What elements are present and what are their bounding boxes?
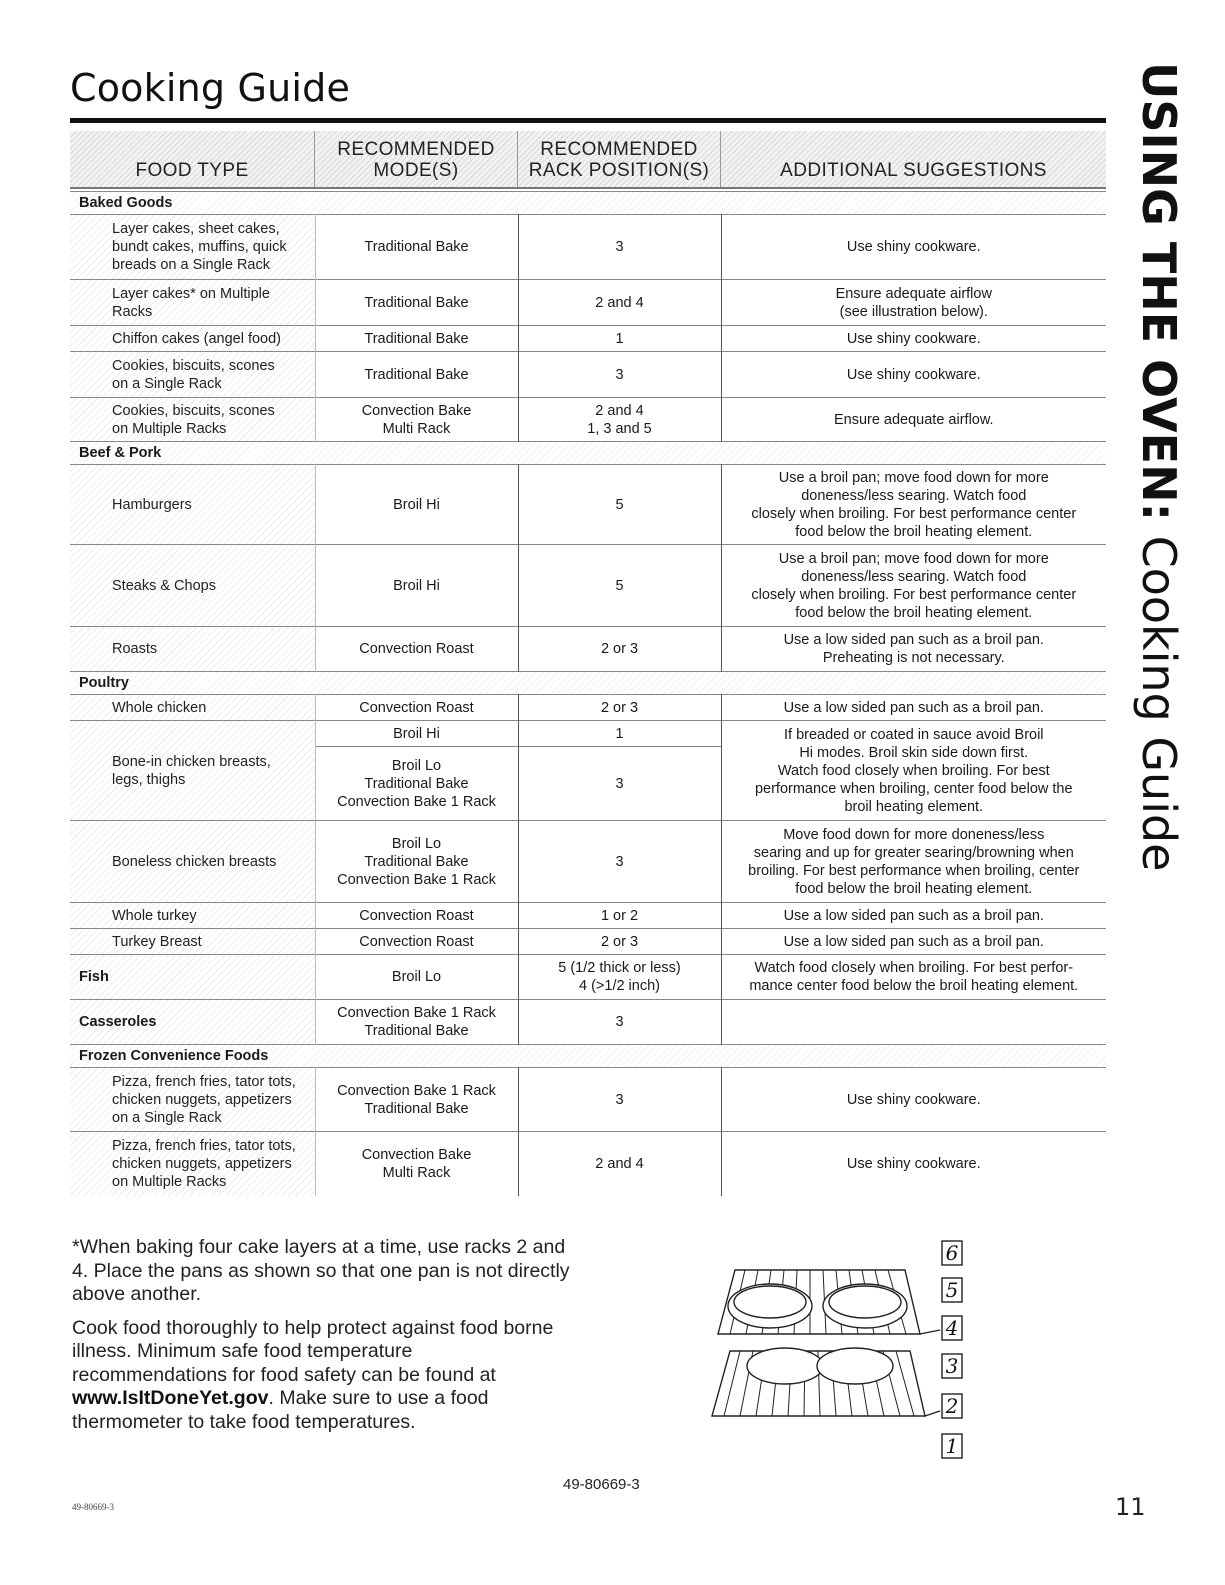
food-cell <box>70 215 315 280</box>
tip-cell <box>721 695 1106 721</box>
cell-line: Boneless chicken breasts <box>112 853 277 870</box>
cell-line: Watch food closely when broiling. For best <box>777 762 1050 779</box>
mode-cell <box>315 929 518 955</box>
cell-line: 3 <box>615 853 624 870</box>
mode-cell <box>315 955 518 1000</box>
cell-line: 3 <box>615 366 624 383</box>
mode-cell <box>315 821 518 903</box>
table-row <box>70 352 1106 398</box>
mode-cell <box>315 747 518 821</box>
cell-line: 5 <box>615 496 624 513</box>
cell-line: Chiffon cakes (angel food) <box>112 330 282 347</box>
category-casseroles: Casseroles <box>70 1000 315 1045</box>
food-cell <box>70 545 315 627</box>
cell-line: 1 <box>615 725 624 742</box>
cell-line: Use shiny cookware. <box>846 366 981 383</box>
cell-line: Use shiny cookware. <box>846 1091 981 1108</box>
table-row <box>70 627 1106 672</box>
tip-cell <box>721 1000 1106 1045</box>
tip-cell <box>721 398 1106 442</box>
rack-label-4: 4 <box>945 1316 959 1340</box>
food-cell <box>70 695 315 721</box>
tip-cell <box>721 903 1106 929</box>
food-cell <box>70 465 315 545</box>
cell-line: bundt cakes, muffins, quick <box>112 239 287 255</box>
rack-cell <box>518 352 721 398</box>
cell-line: Turkey Breast <box>112 933 202 950</box>
rack-cell <box>518 821 721 903</box>
cell-line: Watch food closely when broiling. For best perfor- <box>754 960 1074 976</box>
tip-cell <box>721 1068 1106 1132</box>
side-tab-light: Cooking Guide <box>1132 520 1186 872</box>
rack-cell <box>518 1000 721 1045</box>
rack-label-5: 5 <box>945 1278 959 1302</box>
food-cell <box>70 929 315 955</box>
cell-line: broiling. For best performance when broiling, center <box>748 862 1080 879</box>
cell-line: 1 or 2 <box>600 907 639 924</box>
mode-cell <box>315 280 518 326</box>
rack-cell <box>518 627 721 672</box>
cell-line: on a Single Rack <box>112 1109 222 1126</box>
tip-cell <box>721 352 1106 398</box>
cell-line: closely when broiling. For best performance center <box>751 505 1077 522</box>
cell-line: Convection Bake 1 Rack <box>337 793 496 810</box>
tip-cell <box>721 280 1106 326</box>
title-rule <box>70 118 1106 123</box>
cell-line: Ensure adequate airflow <box>835 285 992 302</box>
cell-line: legs, thighs <box>112 771 186 788</box>
cell-line: 5 <box>615 577 624 594</box>
cell-line: Traditional Bake <box>364 330 469 347</box>
table-header <box>70 131 1106 189</box>
table-row <box>70 326 1106 352</box>
tip-cell <box>721 821 1106 903</box>
cell-line: 3 <box>615 1014 624 1030</box>
category-poultry: Poultry <box>70 672 1106 695</box>
cell-line: 2 and 4 <box>595 1155 644 1172</box>
mode-cell <box>315 1068 518 1132</box>
isitdoneyet-link[interactable]: www.IsItDoneYet.gov <box>72 1387 269 1409</box>
cell-line: Hamburgers <box>112 496 192 513</box>
category-baked-goods: Baked Goods <box>70 192 1106 215</box>
tip-cell <box>721 627 1106 672</box>
cell-line: Use shiny cookware. <box>846 239 981 255</box>
cell-line: closely when broiling. For best performance center <box>751 586 1077 603</box>
cell-line: doneness/less searing. Watch food <box>801 487 1027 504</box>
cell-line: Broil Lo <box>391 969 442 985</box>
cell-line: 2 or 3 <box>600 641 639 657</box>
cell-line: Use shiny cookware. <box>846 1155 981 1172</box>
cell-line: Traditional Bake <box>364 294 469 311</box>
cell-line: Use a broil pan; move food down for more <box>778 550 1049 567</box>
mode-cell <box>315 903 518 929</box>
cell-line: Move food down for more doneness/less <box>783 826 1045 843</box>
food-cell <box>70 821 315 903</box>
tip-cell <box>721 929 1106 955</box>
cell-line: Bone-in chicken breasts, <box>112 753 271 770</box>
cell-line: 3 <box>615 1091 624 1108</box>
cell-line: Convection Bake 1 Rack <box>337 871 496 888</box>
cell-line: performance when broiling, center food below the <box>754 780 1073 797</box>
mode-cell <box>315 465 518 545</box>
cell-line: Convection Bake <box>361 402 472 419</box>
page-title: Cooking Guide <box>70 66 351 110</box>
cell-line: 1, 3 and 5 <box>587 420 652 437</box>
cell-line: chicken nuggets, appetizers <box>112 1155 292 1172</box>
cell-line: 3 <box>615 239 624 255</box>
table-row <box>70 903 1106 929</box>
category-row <box>70 192 1106 215</box>
food-cell <box>70 903 315 929</box>
cell-line: Multi Rack <box>382 1164 451 1181</box>
tip-cell <box>721 1132 1106 1196</box>
cell-line: on Multiple Racks <box>112 420 227 437</box>
mode-cell <box>315 398 518 442</box>
small-document-code: 49-80669-3 <box>72 1502 114 1512</box>
cooking-guide-table <box>70 191 1106 1196</box>
cell-line: Layer cakes, sheet cakes, <box>112 221 280 237</box>
category-row <box>70 672 1106 695</box>
cell-line: mance center food below the broil heating element. <box>749 978 1079 994</box>
cell-line: broil heating element. <box>844 798 984 815</box>
cell-line: Traditional Bake <box>364 366 469 383</box>
table-row <box>70 545 1106 627</box>
rack-cell <box>518 326 721 352</box>
cell-line: Steaks & Chops <box>112 577 216 594</box>
tip-cell <box>721 326 1106 352</box>
cell-line: on a Single Rack <box>112 375 222 392</box>
cell-line: (see illustration below). <box>839 303 988 320</box>
tip-cell <box>721 215 1106 280</box>
cell-line: If breaded or coated in sauce avoid Broil <box>783 726 1044 743</box>
cell-line: chicken nuggets, appetizers <box>112 1091 292 1108</box>
cell-line: 2 or 3 <box>600 699 639 716</box>
mode-cell <box>315 1000 518 1045</box>
cell-line: food below the broil heating element. <box>795 604 1033 621</box>
tip-cell <box>721 721 1106 821</box>
cell-line: 2 or 3 <box>600 933 639 950</box>
cell-line: Pizza, french fries, tator tots, <box>112 1073 296 1090</box>
food-cell <box>70 1068 315 1132</box>
cell-line: doneness/less searing. Watch food <box>801 568 1027 585</box>
tip-cell <box>721 955 1106 1000</box>
rack-cell <box>518 545 721 627</box>
side-tab-bold: USING THE OVEN: <box>1132 62 1186 521</box>
cell-line: Use a low sided pan such as a broil pan. <box>783 933 1044 950</box>
cell-line: breads on a Single Rack <box>112 257 270 273</box>
cell-line: Use shiny cookware. <box>846 330 981 347</box>
cell-line: Whole turkey <box>112 907 197 924</box>
cell-line: 5 (1/2 thick or less) <box>558 960 681 976</box>
rack-cell <box>518 1068 721 1132</box>
cell-line: Pizza, french fries, tator tots, <box>112 1137 296 1154</box>
header-suggestions: ADDITIONAL SUGGESTIONS <box>780 160 1047 181</box>
cell-line: Broil Lo <box>391 835 442 852</box>
cell-line: Traditional Bake <box>364 775 469 792</box>
cell-line: Convection Bake 1 Rack <box>337 1082 496 1099</box>
cell-line: Convection Roast <box>359 933 474 950</box>
mode-cell <box>315 215 518 280</box>
table-row <box>70 721 1106 747</box>
rack-cell <box>518 747 721 821</box>
cell-line: Racks <box>112 303 153 320</box>
category-frozen-foods: Frozen Convenience Foods <box>70 1045 1106 1068</box>
cell-line: 1 <box>615 330 624 347</box>
rack-label-2: 2 <box>945 1394 959 1418</box>
rack-cell <box>518 903 721 929</box>
cell-line: Broil Hi <box>393 577 440 594</box>
food-cell <box>70 352 315 398</box>
cell-line: 2 and 4 <box>595 294 644 311</box>
side-tab-text <box>1131 62 1187 871</box>
table-row <box>70 1000 1106 1045</box>
table-row <box>70 695 1106 721</box>
cell-line: Multi Rack <box>382 420 451 437</box>
cell-line: 3 <box>615 775 624 792</box>
cell-line: food below the broil heating element. <box>795 523 1033 540</box>
tip-cell <box>721 465 1106 545</box>
food-cell <box>70 280 315 326</box>
rack-cell <box>518 465 721 545</box>
food-cell <box>70 1132 315 1196</box>
cell-line: Roasts <box>112 641 158 657</box>
cell-line: Broil Lo <box>391 757 442 774</box>
cell-line: Convection Roast <box>359 907 474 924</box>
category-beef-pork: Beef & Pork <box>70 442 1106 465</box>
cell-line: Cookies, biscuits, scones <box>112 357 275 374</box>
table-row <box>70 1068 1106 1132</box>
cell-line: 2 and 4 <box>595 402 644 419</box>
category-row <box>70 442 1106 465</box>
mode-cell <box>315 695 518 721</box>
rack-cell <box>518 955 721 1000</box>
header-modes: RECOMMENDED MODE(S) <box>315 131 518 187</box>
cell-line: Ensure adequate airflow. <box>833 411 994 428</box>
cell-line: Traditional Bake <box>364 239 469 255</box>
rack-cell <box>518 695 721 721</box>
cell-line: Use a low sided pan such as a broil pan. <box>783 632 1044 648</box>
note-cake-layers: *When baking four cake layers at a time, use racks 2 and 4. Place the pans as shown so that one pan is not directly above another. <box>72 1236 570 1305</box>
side-tab <box>1129 62 1189 872</box>
table-row <box>70 280 1106 326</box>
food-cell <box>70 627 315 672</box>
food-cell <box>70 326 315 352</box>
cell-line: Use a low sided pan such as a broil pan. <box>783 699 1044 716</box>
tip-cell <box>721 545 1106 627</box>
header-food-type: FOOD TYPE <box>70 131 315 187</box>
rack-cell <box>518 929 721 955</box>
cell-line: Convection Roast <box>359 699 474 716</box>
table-row <box>70 955 1106 1000</box>
note-safety-text: Cook food thoroughly to help protect against food borne illness. Minimum safe food temperature recommendations for food safety can be found at <box>72 1316 554 1386</box>
cell-line: 4 (>1/2 inch) <box>578 978 660 994</box>
mode-cell <box>315 721 518 747</box>
cell-line: Broil Hi <box>393 725 440 742</box>
rack-label-6: 6 <box>945 1241 959 1265</box>
food-cell <box>70 721 315 821</box>
cell-line: Traditional Bake <box>364 1023 469 1039</box>
cell-line: Cookies, biscuits, scones <box>112 402 275 419</box>
rack-cell <box>518 280 721 326</box>
rack-cell <box>518 1132 721 1196</box>
cell-line: Traditional Bake <box>364 1100 469 1117</box>
cell-line: Use a low sided pan such as a broil pan. <box>783 907 1044 924</box>
rack-label-3: 3 <box>945 1354 959 1378</box>
cell-line: Traditional Bake <box>364 853 469 870</box>
cell-line: searing and up for greater searing/browning when <box>753 844 1074 861</box>
cell-line: Convection Bake <box>361 1146 472 1163</box>
table-row <box>70 398 1106 442</box>
note-safety-end: . Make sure to use a food thermometer to take food temperatures. <box>72 1387 489 1433</box>
table-row <box>70 929 1106 955</box>
cell-line: Layer cakes* on Multiple <box>112 285 270 302</box>
rack-label-1: 1 <box>945 1434 959 1458</box>
rack-cell <box>518 215 721 280</box>
document-code: 49-80669-3 <box>563 1476 640 1493</box>
cell-line: Hi modes. Broil skin side down first. <box>799 744 1029 761</box>
cell-line: Broil Hi <box>393 496 440 513</box>
mode-cell <box>315 545 518 627</box>
mode-cell <box>315 326 518 352</box>
table-row <box>70 215 1106 280</box>
rack-illustration <box>700 1236 1000 1468</box>
mode-cell <box>315 627 518 672</box>
notes <box>72 1236 572 1444</box>
table-row <box>70 465 1106 545</box>
cell-line: Whole chicken <box>112 699 207 716</box>
food-cell <box>70 398 315 442</box>
category-row <box>70 1045 1106 1068</box>
table-row <box>70 1132 1106 1196</box>
rack-cell <box>518 721 721 747</box>
note-food-safety <box>72 1317 572 1435</box>
cell-line: on Multiple Racks <box>112 1173 227 1190</box>
header-rack-positions: RECOMMENDED RACK POSITION(S) <box>518 131 721 187</box>
mode-cell <box>315 1132 518 1196</box>
table-row <box>70 821 1106 903</box>
page-number: 11 <box>1115 1493 1146 1521</box>
cell-line: Convection Bake 1 Rack <box>337 1005 496 1021</box>
cell-line: Convection Roast <box>359 641 474 657</box>
rack-cell <box>518 398 721 442</box>
cell-line: Use a broil pan; move food down for more <box>778 469 1049 486</box>
cell-line: Preheating is not necessary. <box>822 650 1005 666</box>
cell-line: food below the broil heating element. <box>795 880 1033 897</box>
category-fish: Fish <box>70 955 315 1000</box>
mode-cell <box>315 352 518 398</box>
